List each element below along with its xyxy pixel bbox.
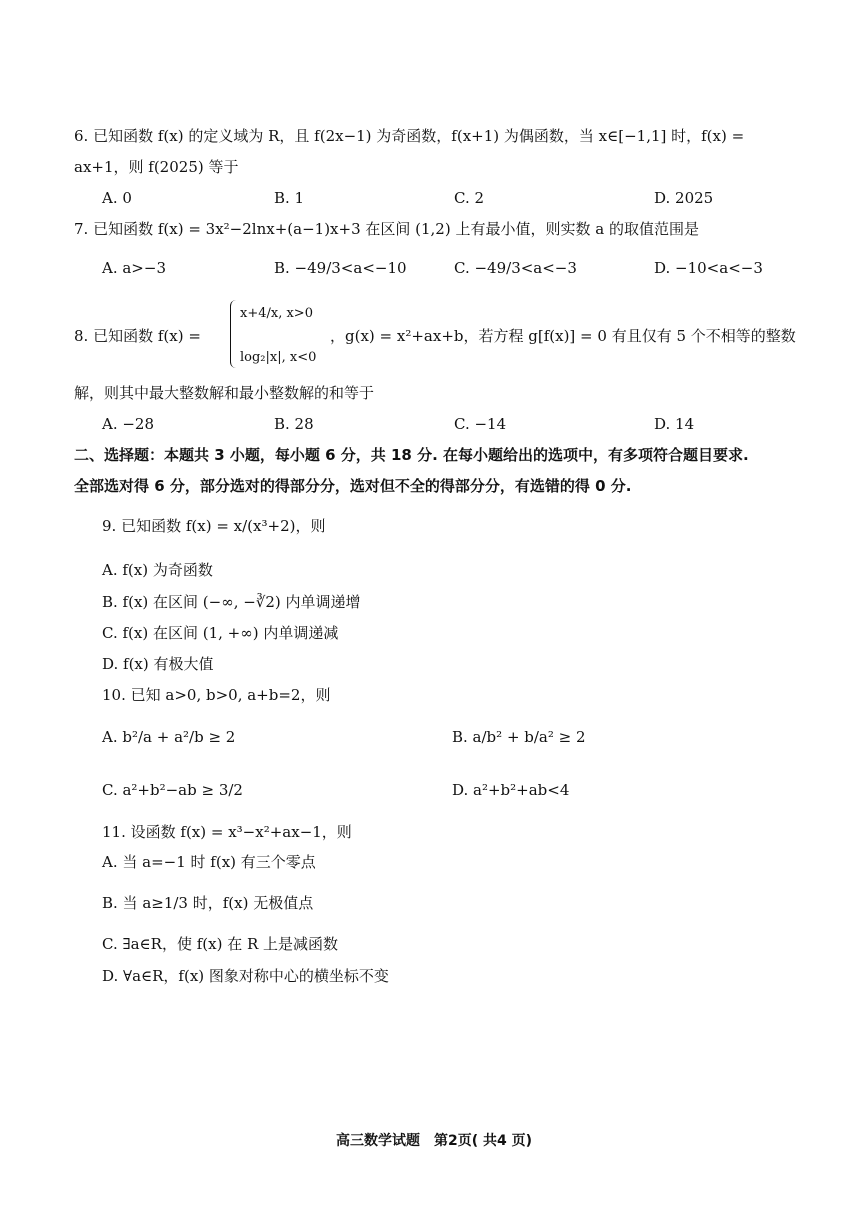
q6-line1: 6. 已知函数 f(x) 的定义域为 R，且 f(2x−1) 为奇函数，f(x+1) 为偶函数，当 x∈[−1,1] 时，f(x) =	[74, 127, 745, 145]
section2-line2: 全部选对得 6 分，部分选对的得部分分，选对但不全的得部分分，有选错的得 0 分.	[74, 477, 632, 495]
page-footer: 高三数学试题 第2页( 共4 页)	[335, 1133, 533, 1149]
q9-option-a: A. f(x) 为奇函数	[102, 561, 213, 579]
q6-option-d: D. 2025	[654, 189, 714, 207]
q8-option-c: C. −14	[454, 415, 507, 433]
q8-line2: 解，则其中最大整数解和最小整数解的和等于	[74, 384, 375, 402]
q11-option-d: D. ∀a∈R，f(x) 图象对称中心的横坐标不变	[102, 967, 389, 985]
q7-option-d: D. −10<a<−3	[654, 259, 763, 277]
q8-option-a: A. −28	[102, 415, 155, 433]
q6-line2: ax+1，则 f(2025) 等于	[74, 158, 239, 176]
q8-piece2: log₂|x|, x<0	[240, 350, 317, 365]
q9-stem: 9. 已知函数 f(x) = x/(x³+2)，则	[102, 517, 326, 535]
q11-option-c: C. ∃a∈R，使 f(x) 在 R 上是减函数	[102, 935, 339, 953]
q7-option-b: B. −49/3<a<−10	[274, 259, 407, 277]
q8-brace	[230, 300, 239, 368]
q6-option-b: B. 1	[274, 189, 305, 207]
q9-option-d: D. f(x) 有极大值	[102, 655, 214, 673]
q7-option-c: C. −49/3<a<−3	[454, 259, 577, 277]
q8-piece1: x+4/x, x>0	[240, 306, 313, 321]
q8-prefix: 8. 已知函数 f(x) =	[74, 327, 201, 345]
q9-option-b: B. f(x) 在区间 (−∞, −∛2) 内单调递增	[102, 593, 361, 611]
q10-option-c: C. a²+b²−ab ≥ 3/2	[102, 781, 243, 799]
q7-option-a: A. a>−3	[102, 259, 166, 277]
q8-option-b: B. 28	[274, 415, 314, 433]
section2-line1: 二、选择题：本题共 3 小题，每小题 6 分，共 18 分. 在每小题给出的选项中，有多项符合题目要求.	[74, 446, 749, 464]
q6-option-c: C. 2	[454, 189, 485, 207]
q8-suffix: ，g(x) = x²+ax+b，若方程 g[f(x)] = 0 有且仅有 5 个不相等的整数	[330, 327, 796, 345]
q9-option-c: C. f(x) 在区间 (1, +∞) 内单调递减	[102, 624, 339, 642]
q11-option-a: A. 当 a=−1 时 f(x) 有三个零点	[102, 853, 316, 871]
q6-option-a: A. 0	[102, 189, 132, 207]
q8-option-d: D. 14	[654, 415, 695, 433]
q10-option-a: A. b²/a + a²/b ≥ 2	[102, 728, 236, 746]
q11-stem: 11. 设函数 f(x) = x³−x²+ax−1，则	[102, 823, 352, 841]
q10-stem: 10. 已知 a>0, b>0, a+b=2，则	[102, 686, 331, 704]
q10-option-b: B. a/b² + b/a² ≥ 2	[452, 728, 586, 746]
q11-option-b: B. 当 a≥1/3 时，f(x) 无极值点	[102, 894, 314, 912]
q10-option-d: D. a²+b²+ab<4	[452, 781, 570, 799]
q7-line1: 7. 已知函数 f(x) = 3x²−2lnx+(a−1)x+3 在区间 (1,2) 上有最小值，则实数 a 的取值范围是	[74, 220, 699, 238]
